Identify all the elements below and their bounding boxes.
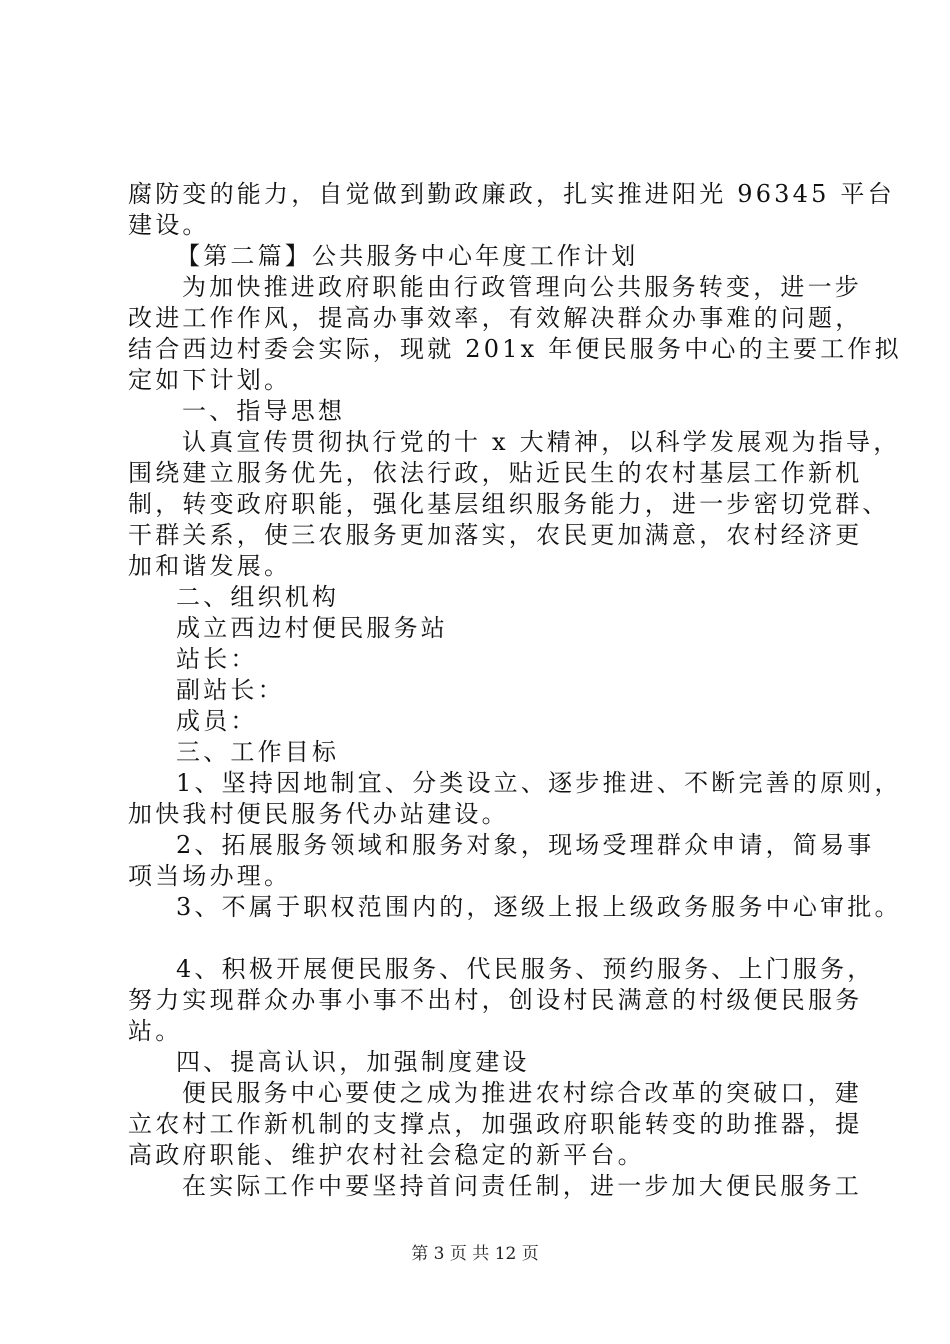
text-line: 改进工作作风，提高办事效率，有效解决群众办事难的问题，: [128, 304, 863, 332]
text-line: 腐防变的能力，自觉做到勤政廉政，扎实推进阳光 96345 平台: [128, 180, 895, 208]
text-line: 立农村工作新机制的支撑点，加强政府职能转变的助推器，提: [128, 1110, 863, 1138]
text-line: 2、拓展服务领域和服务对象，现场受理群众申请，简易事: [176, 831, 875, 859]
text-line: 站长：: [176, 645, 258, 673]
text-line: 副站长：: [176, 676, 285, 704]
text-line: 成立西边村便民服务站: [176, 614, 448, 642]
text-line: 结合西边村委会实际，现就 201x 年便民服务中心的主要工作拟: [128, 335, 902, 363]
section-heading: 【第二篇】公共服务中心年度工作计划: [176, 242, 639, 270]
text-line: 制，转变政府职能，强化基层组织服务能力，进一步密切党群、: [128, 490, 890, 518]
text-line: 在实际工作中要坚持首问责任制，进一步加大便民服务工: [182, 1172, 862, 1200]
text-line: 围绕建立服务优先，依法行政，贴近民生的农村基层工作新机: [128, 459, 863, 487]
text-line: 认真宣传贯彻执行党的十 x 大精神，以科学发展观为指导，: [182, 428, 901, 456]
text-line: 加快我村便民服务代办站建设。: [128, 800, 509, 828]
text-line: 站。: [128, 1017, 183, 1045]
subheading: 三、工作目标: [176, 738, 340, 766]
page-number-footer: 第 3 页 共 12 页: [411, 1244, 539, 1264]
subheading: 四、提高认识，加强制度建设: [176, 1048, 530, 1076]
text-line: 定如下计划。: [128, 366, 292, 394]
text-line: 3、不属于职权范围内的，逐级上报上级政务服务中心审批。: [176, 893, 902, 921]
text-line: 努力实现群众办事小事不出村，创设村民满意的村级便民服务: [128, 986, 863, 1014]
text-line: 1、坚持因地制宜、分类设立、逐步推进、不断完善的原则，: [176, 769, 902, 797]
text-line: 高政府职能、维护农村社会稳定的新平台。: [128, 1141, 645, 1169]
text-line: 项当场办理。: [128, 862, 292, 890]
text-line: 便民服务中心要使之成为推进农村综合改革的突破口，建: [182, 1079, 862, 1107]
subheading: 二、组织机构: [176, 583, 340, 611]
subheading: 一、指导思想: [182, 397, 346, 425]
text-line: 成员：: [176, 707, 258, 735]
text-line: 加和谐发展。: [128, 552, 292, 580]
text-line: 建设。: [128, 211, 210, 239]
text-line: 4、积极开展便民服务、代民服务、预约服务、上门服务，: [176, 955, 875, 983]
text-line: 干群关系，使三农服务更加落实，农民更加满意，农村经济更: [128, 521, 863, 549]
text-line: 为加快推进政府职能由行政管理向公共服务转变，进一步: [182, 273, 862, 301]
